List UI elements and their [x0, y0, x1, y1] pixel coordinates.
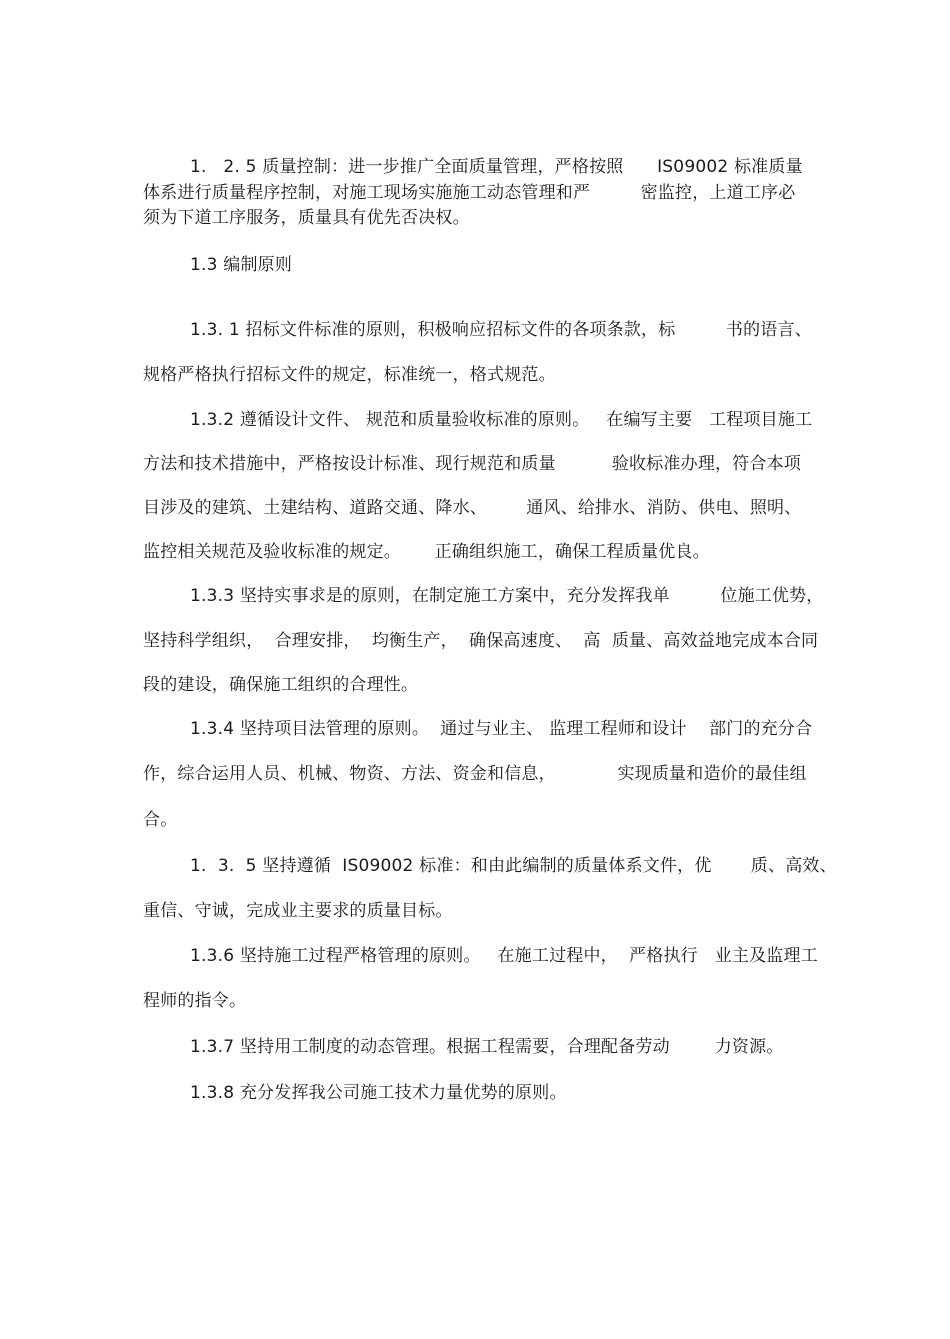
text-line: 程师的指令。 — [143, 991, 247, 1011]
text-line: 监控相关规范及验收标准的规定。 正确组织施工，确保工程质量优良。 — [143, 542, 710, 562]
text-line: 1. 3. 5 坚持遵循 IS09002 标准：和由此编制的质量体系文件，优 质、高效、 — [190, 856, 837, 876]
text-line: 重信、守诚，完成业主要求的质量目标。 — [143, 901, 453, 921]
text-line: 1.3.6 坚持施工过程严格管理的原则。 在施工过程中， 严格执行 业主及监理工 — [190, 946, 818, 966]
text-line: 目涉及的建筑、土建结构、道路交通、降水、 通风、给排水、消防、供电、照明、 — [143, 498, 802, 518]
text-line: 段的建设，确保施工组织的合理性。 — [143, 675, 419, 695]
text-line: 1.3.3 坚持实事求是的原则，在制定施工方案中，充分发挥我单 位施工优势， — [190, 586, 824, 606]
text-line: 1.3.2 遵循设计文件、 规范和质量验收标准的原则。 在编写主要 工程项目施工 — [190, 410, 813, 430]
text-line: 1.3.7 坚持用工制度的动态管理。根据工程需要，合理配备劳动 力资源。 — [190, 1037, 784, 1057]
text-line: 规格严格执行招标文件的规定，标准统一，格式规范。 — [143, 365, 556, 385]
text-line: 方法和技术措施中，严格按设计标准、现行规范和质量 验收标准办理，符合本项 — [143, 454, 802, 474]
text-line: 1. 2. 5 质量控制：进一步推广全面质量管理，严格按照 IS09002 标准质量 — [190, 157, 803, 177]
text-line: 坚持科学组织， 合理安排， 均衡生产， 确保高速度、 高 质量、高效益地完成本合同 — [143, 631, 819, 651]
text-line: 须为下道工序服务，质量具有优先否决权。 — [143, 208, 470, 228]
text-line: 1.3.4 坚持项目法管理的原则。 通过与业主、 监理工程师和设计 部门的充分合 — [190, 719, 813, 739]
text-line: 1.3.8 充分发挥我公司施工技术力量优势的原则。 — [190, 1083, 567, 1103]
text-line: 合。 — [143, 810, 178, 830]
section-heading: 1.3 编制原则 — [190, 255, 293, 275]
text-line: 体系进行质量程序控制，对施工现场实施施工动态管理和严 密监控，上道工序必 — [143, 183, 796, 203]
text-line: 作，综合运用人员、机械、物资、方法、资金和信息， 实现质量和造价的最佳组 — [143, 764, 807, 784]
text-line: 1.3. 1 招标文件标准的原则，积极响应招标文件的各项条款，标 书的语言、 — [190, 320, 812, 340]
